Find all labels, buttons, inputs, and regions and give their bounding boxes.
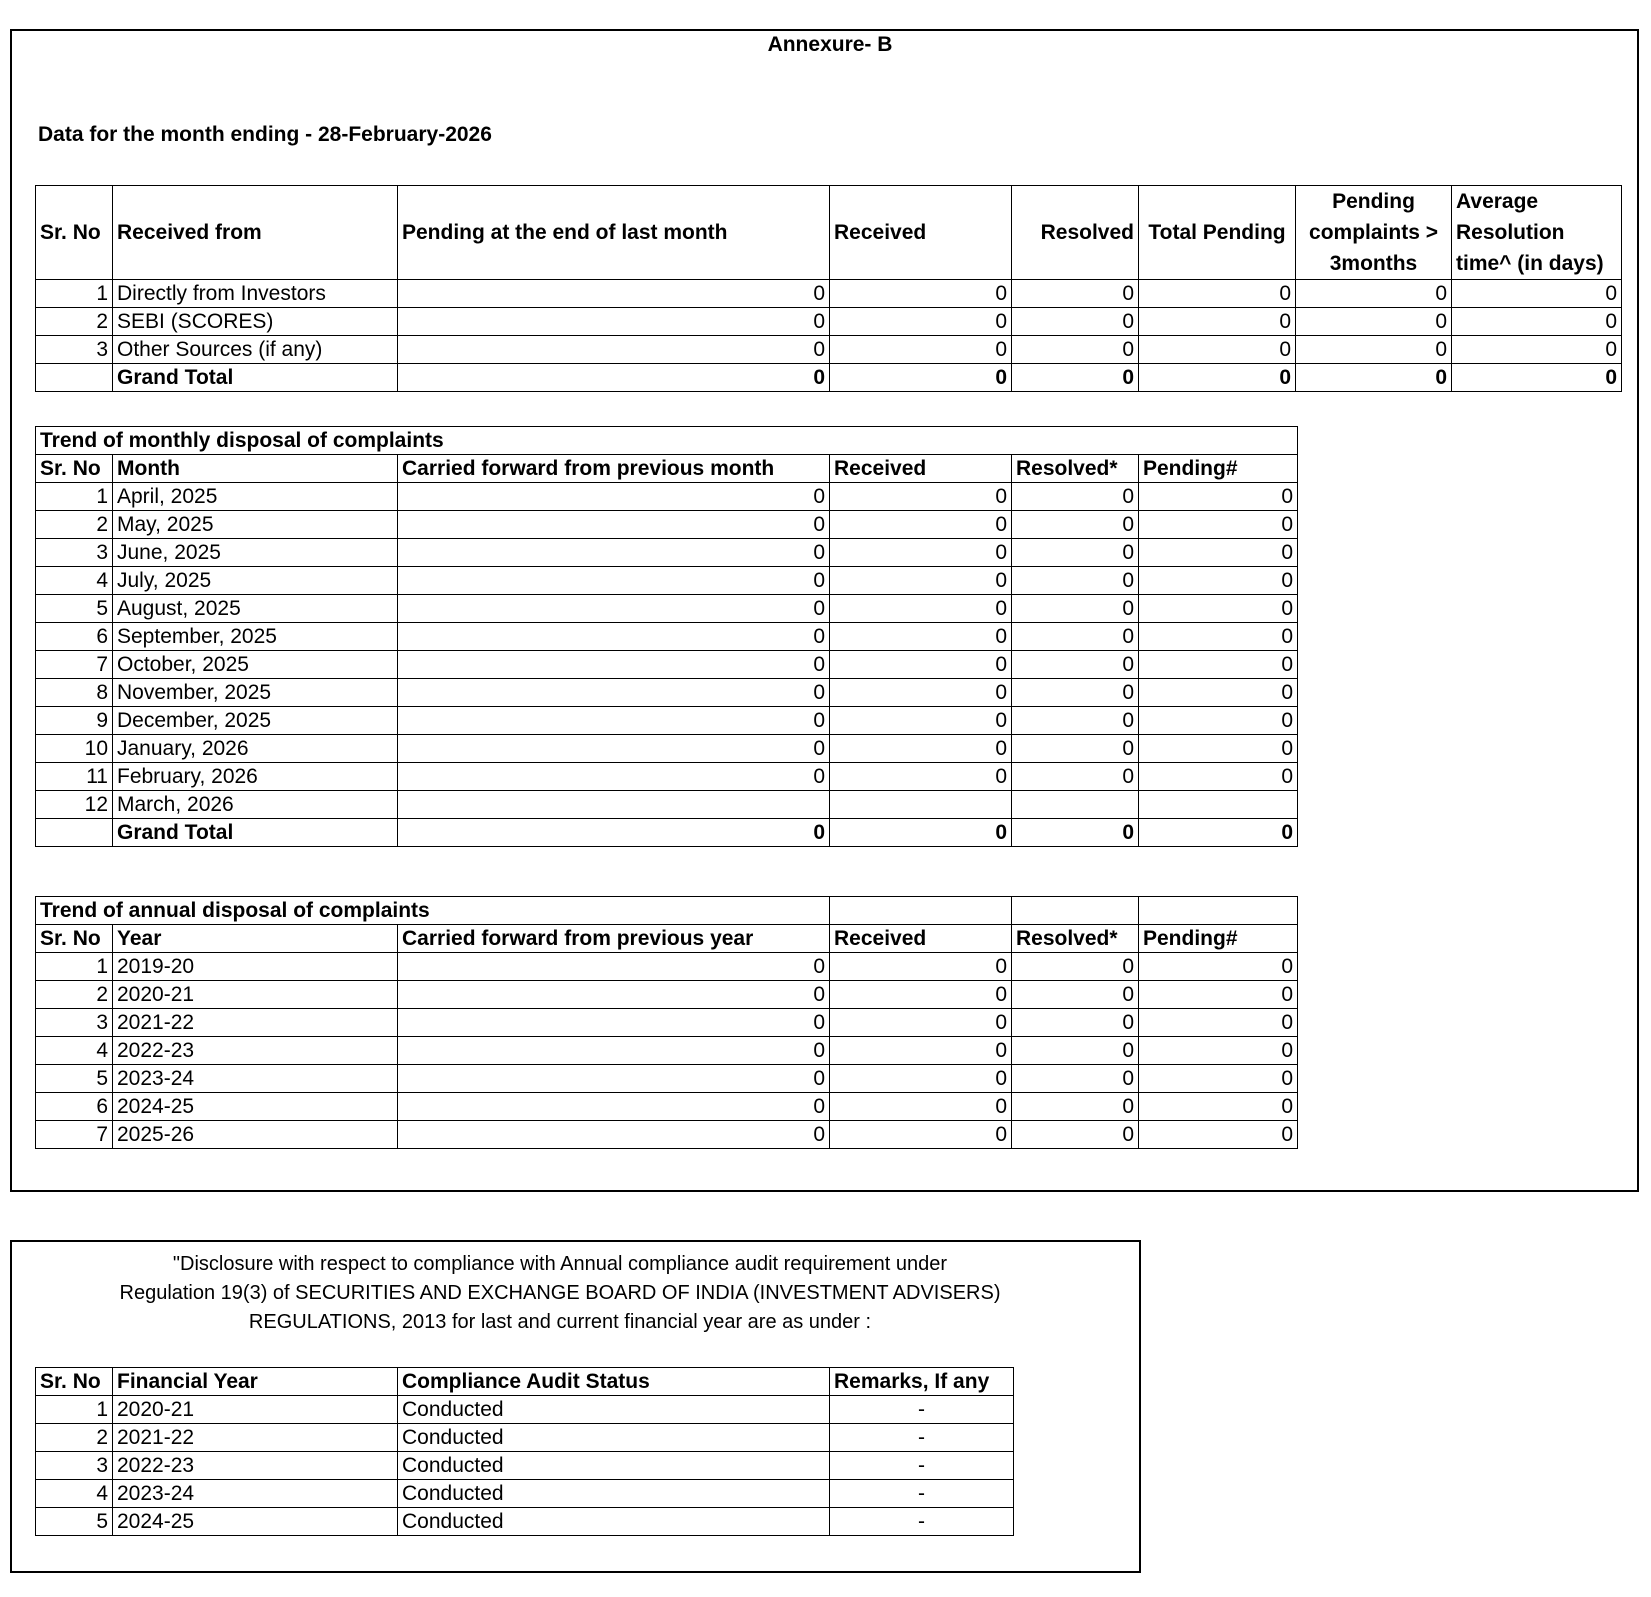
value-cell: 0 <box>830 679 1012 707</box>
header-received: Received <box>830 925 1012 953</box>
sr-no-cell: 3 <box>36 1009 113 1037</box>
month-ending-subtitle: Data for the month ending - 28-February-2026 <box>38 123 492 146</box>
value-cell: 0 <box>398 763 830 791</box>
sr-no-cell <box>36 364 113 392</box>
header-resolved: Resolved* <box>1012 455 1139 483</box>
value-cell: 0 <box>398 567 830 595</box>
value-cell: 0 <box>398 1065 830 1093</box>
sr-no-cell: 6 <box>36 623 113 651</box>
year-cell: 2020-21 <box>113 981 398 1009</box>
financial-year-cell: 2024-25 <box>113 1508 398 1536</box>
financial-year-cell: 2022-23 <box>113 1452 398 1480</box>
value-cell: 0 <box>1452 308 1622 336</box>
value-cell: 0 <box>1452 336 1622 364</box>
financial-year-cell: 2020-21 <box>113 1396 398 1424</box>
monthly-disposal-table <box>35 426 1298 847</box>
value-cell: 0 <box>398 1093 830 1121</box>
value-cell: 0 <box>830 539 1012 567</box>
monthly-title-row <box>36 427 1298 455</box>
total-cell: 0 <box>1139 364 1296 392</box>
header-received: Received <box>830 455 1012 483</box>
value-cell: 0 <box>398 336 830 364</box>
value-cell: 0 <box>1139 567 1298 595</box>
value-cell: 0 <box>1139 539 1298 567</box>
value-cell: 0 <box>830 1065 1012 1093</box>
total-cell: 0 <box>1452 364 1622 392</box>
value-cell: 0 <box>1012 1121 1139 1149</box>
header-total-pending: Total Pending <box>1139 186 1296 280</box>
monthly-table-title: Trend of monthly disposal of complaints <box>36 427 1298 455</box>
annual-table-title: Trend of annual disposal of complaints <box>36 897 830 925</box>
summary-table <box>35 185 1622 392</box>
table-row <box>36 280 1622 308</box>
header-sr-no: Sr. No <box>36 186 113 280</box>
table-row <box>36 1009 1298 1037</box>
header-financial-year: Financial Year <box>113 1368 398 1396</box>
sr-no-cell <box>36 819 113 847</box>
value-cell: 0 <box>1139 1009 1298 1037</box>
source-cell: Other Sources (if any) <box>113 336 398 364</box>
value-cell: 0 <box>830 1121 1012 1149</box>
sr-no-cell: 11 <box>36 763 113 791</box>
table-row <box>36 1037 1298 1065</box>
value-cell: 0 <box>1139 280 1296 308</box>
sr-no-cell: 2 <box>36 1424 113 1452</box>
value-cell: 0 <box>398 679 830 707</box>
sr-no-cell: 5 <box>36 1065 113 1093</box>
remarks-cell: - <box>830 1508 1014 1536</box>
value-cell: 0 <box>398 735 830 763</box>
annual-header-row <box>36 925 1298 953</box>
value-cell: 0 <box>398 651 830 679</box>
month-cell: May, 2025 <box>113 511 398 539</box>
header-avg-line2: Resolution <box>1456 221 1565 244</box>
table-row <box>36 651 1298 679</box>
value-cell: 0 <box>1012 1093 1139 1121</box>
total-cell: 0 <box>398 819 830 847</box>
remarks-cell: - <box>830 1396 1014 1424</box>
month-cell: October, 2025 <box>113 651 398 679</box>
year-cell: 2024-25 <box>113 1093 398 1121</box>
sr-no-cell: 9 <box>36 707 113 735</box>
month-cell: December, 2025 <box>113 707 398 735</box>
value-cell: 0 <box>1012 623 1139 651</box>
value-cell <box>1012 791 1139 819</box>
value-cell <box>398 791 830 819</box>
value-cell: 0 <box>398 539 830 567</box>
annual-title-row <box>36 897 1298 925</box>
value-cell: 0 <box>398 623 830 651</box>
empty-cell <box>1139 897 1298 925</box>
sr-no-cell: 4 <box>36 567 113 595</box>
total-cell: 0 <box>1012 364 1139 392</box>
header-sr-no: Sr. No <box>36 455 113 483</box>
sr-no-cell: 6 <box>36 1093 113 1121</box>
table-row <box>36 1121 1298 1149</box>
value-cell: 0 <box>1012 953 1139 981</box>
value-cell: 0 <box>1139 1065 1298 1093</box>
total-cell: 0 <box>1139 819 1298 847</box>
audit-status-cell: Conducted <box>398 1452 830 1480</box>
remarks-cell: - <box>830 1424 1014 1452</box>
empty-cell <box>830 897 1012 925</box>
value-cell: 0 <box>398 595 830 623</box>
header-pending-3months-line1: Pending <box>1332 190 1415 213</box>
sr-no-cell: 7 <box>36 1121 113 1149</box>
table-row <box>36 953 1298 981</box>
year-cell: 2025-26 <box>113 1121 398 1149</box>
value-cell: 0 <box>830 567 1012 595</box>
header-average-resolution-time <box>1452 186 1622 280</box>
value-cell: 0 <box>1012 981 1139 1009</box>
month-cell: June, 2025 <box>113 539 398 567</box>
page-title: Annexure- B <box>767 33 893 56</box>
table-row <box>36 308 1622 336</box>
month-cell: February, 2026 <box>113 763 398 791</box>
value-cell: 0 <box>1452 280 1622 308</box>
header-resolved: Resolved* <box>1012 925 1139 953</box>
header-month: Month <box>113 455 398 483</box>
sr-no-cell: 4 <box>36 1480 113 1508</box>
table-row <box>36 679 1298 707</box>
total-cell: 0 <box>1296 364 1452 392</box>
sr-no-cell: 1 <box>36 280 113 308</box>
header-pending-3months-line2: complaints > <box>1309 221 1438 244</box>
sr-no-cell: 1 <box>36 1396 113 1424</box>
header-pending: Pending# <box>1139 925 1298 953</box>
header-received-from: Received from <box>113 186 398 280</box>
value-cell: 0 <box>830 336 1012 364</box>
audit-status-cell: Conducted <box>398 1480 830 1508</box>
table-row <box>36 623 1298 651</box>
value-cell: 0 <box>1012 280 1139 308</box>
grand-total-label: Grand Total <box>113 819 398 847</box>
value-cell: 0 <box>398 511 830 539</box>
value-cell: 0 <box>1012 763 1139 791</box>
value-cell: 0 <box>1139 981 1298 1009</box>
month-cell: September, 2025 <box>113 623 398 651</box>
value-cell <box>830 791 1012 819</box>
value-cell: 0 <box>398 707 830 735</box>
total-cell: 0 <box>1012 819 1139 847</box>
month-cell: April, 2025 <box>113 483 398 511</box>
year-cell: 2023-24 <box>113 1065 398 1093</box>
header-avg-line3: time^ (in days) <box>1456 252 1604 275</box>
audit-header-row <box>36 1368 1014 1396</box>
header-pending-last-month: Pending at the end of last month <box>398 186 830 280</box>
table-row <box>36 1396 1014 1424</box>
value-cell: 0 <box>1296 308 1452 336</box>
value-cell: 0 <box>398 483 830 511</box>
header-pending: Pending# <box>1139 455 1298 483</box>
value-cell: 0 <box>1139 308 1296 336</box>
value-cell: 0 <box>1139 623 1298 651</box>
header-sr-no: Sr. No <box>36 925 113 953</box>
month-cell: March, 2026 <box>113 791 398 819</box>
value-cell: 0 <box>1012 1009 1139 1037</box>
source-cell: SEBI (SCORES) <box>113 308 398 336</box>
value-cell: 0 <box>1012 539 1139 567</box>
value-cell: 0 <box>830 651 1012 679</box>
month-cell: January, 2026 <box>113 735 398 763</box>
sr-no-cell: 2 <box>36 511 113 539</box>
table-row <box>36 707 1298 735</box>
month-cell: August, 2025 <box>113 595 398 623</box>
value-cell: 0 <box>1139 595 1298 623</box>
value-cell: 0 <box>1139 707 1298 735</box>
value-cell: 0 <box>830 511 1012 539</box>
monthly-header-row <box>36 455 1298 483</box>
year-cell: 2021-22 <box>113 1009 398 1037</box>
value-cell <box>1139 791 1298 819</box>
sr-no-cell: 1 <box>36 953 113 981</box>
value-cell: 0 <box>1139 1037 1298 1065</box>
value-cell: 0 <box>398 1121 830 1149</box>
disclosure-line-1: "Disclosure with respect to compliance with Annual compliance audit requirement under <box>172 1253 948 1275</box>
table-row <box>36 791 1298 819</box>
value-cell: 0 <box>1012 1037 1139 1065</box>
total-cell: 0 <box>398 364 830 392</box>
value-cell: 0 <box>830 953 1012 981</box>
value-cell: 0 <box>830 280 1012 308</box>
header-pending-3months <box>1296 186 1452 280</box>
value-cell: 0 <box>1012 567 1139 595</box>
value-cell: 0 <box>1139 953 1298 981</box>
value-cell: 0 <box>398 308 830 336</box>
value-cell: 0 <box>830 1037 1012 1065</box>
value-cell: 0 <box>830 623 1012 651</box>
value-cell: 0 <box>830 735 1012 763</box>
table-row <box>36 1480 1014 1508</box>
audit-status-table <box>35 1367 1014 1536</box>
value-cell: 0 <box>1139 651 1298 679</box>
table-row <box>36 1424 1014 1452</box>
value-cell: 0 <box>830 981 1012 1009</box>
header-carried-forward: Carried forward from previous month <box>398 455 830 483</box>
total-cell: 0 <box>830 819 1012 847</box>
value-cell: 0 <box>1012 595 1139 623</box>
value-cell: 0 <box>830 1093 1012 1121</box>
value-cell: 0 <box>830 595 1012 623</box>
value-cell: 0 <box>1139 679 1298 707</box>
grand-total-label: Grand Total <box>113 364 398 392</box>
sr-no-cell: 2 <box>36 308 113 336</box>
header-remarks: Remarks, If any <box>830 1368 1014 1396</box>
header-resolved: Resolved <box>1012 186 1139 280</box>
table-row <box>36 763 1298 791</box>
remarks-cell: - <box>830 1480 1014 1508</box>
empty-cell <box>1012 897 1139 925</box>
total-cell: 0 <box>830 364 1012 392</box>
disclosure-line-3: REGULATIONS, 2013 for last and current financial year are as under : <box>248 1311 872 1333</box>
table-row <box>36 1452 1014 1480</box>
value-cell: 0 <box>1139 511 1298 539</box>
sr-no-cell: 12 <box>36 791 113 819</box>
sr-no-cell: 10 <box>36 735 113 763</box>
table-row <box>36 595 1298 623</box>
value-cell: 0 <box>1012 707 1139 735</box>
month-cell: November, 2025 <box>113 679 398 707</box>
audit-status-cell: Conducted <box>398 1508 830 1536</box>
value-cell: 0 <box>1012 483 1139 511</box>
value-cell: 0 <box>1012 651 1139 679</box>
value-cell: 0 <box>1296 336 1452 364</box>
value-cell: 0 <box>398 1037 830 1065</box>
sr-no-cell: 5 <box>36 595 113 623</box>
table-row <box>36 539 1298 567</box>
header-received: Received <box>830 186 1012 280</box>
value-cell: 0 <box>398 1009 830 1037</box>
value-cell: 0 <box>1139 735 1298 763</box>
value-cell: 0 <box>1139 763 1298 791</box>
value-cell: 0 <box>1012 511 1139 539</box>
year-cell: 2022-23 <box>113 1037 398 1065</box>
header-avg-line1: Average <box>1456 190 1539 213</box>
header-pending-3months-line3: 3months <box>1329 252 1418 275</box>
header-sr-no: Sr. No <box>36 1368 113 1396</box>
value-cell: 0 <box>830 1009 1012 1037</box>
source-cell: Directly from Investors <box>113 280 398 308</box>
header-compliance-audit-status: Compliance Audit Status <box>398 1368 830 1396</box>
value-cell: 0 <box>1012 1065 1139 1093</box>
grand-total-row <box>36 819 1298 847</box>
table-row <box>36 1065 1298 1093</box>
audit-status-cell: Conducted <box>398 1396 830 1424</box>
financial-year-cell: 2021-22 <box>113 1424 398 1452</box>
value-cell: 0 <box>398 981 830 1009</box>
value-cell: 0 <box>1139 1121 1298 1149</box>
sr-no-cell: 4 <box>36 1037 113 1065</box>
table-row <box>36 735 1298 763</box>
sr-no-cell: 1 <box>36 483 113 511</box>
financial-year-cell: 2023-24 <box>113 1480 398 1508</box>
value-cell: 0 <box>1139 1093 1298 1121</box>
table-row <box>36 567 1298 595</box>
sr-no-cell: 3 <box>36 336 113 364</box>
header-carried-forward: Carried forward from previous year <box>398 925 830 953</box>
value-cell: 0 <box>830 707 1012 735</box>
table-row <box>36 1093 1298 1121</box>
sr-no-cell: 3 <box>36 539 113 567</box>
sr-no-cell: 5 <box>36 1508 113 1536</box>
annual-disposal-table <box>35 896 1298 1149</box>
table-row <box>36 336 1622 364</box>
value-cell: 0 <box>1012 679 1139 707</box>
value-cell: 0 <box>830 763 1012 791</box>
value-cell: 0 <box>1012 735 1139 763</box>
audit-status-cell: Conducted <box>398 1424 830 1452</box>
table-row <box>36 1508 1014 1536</box>
remarks-cell: - <box>830 1452 1014 1480</box>
disclosure-text <box>60 1250 1060 1337</box>
header-year: Year <box>113 925 398 953</box>
sr-no-cell: 3 <box>36 1452 113 1480</box>
value-cell: 0 <box>398 953 830 981</box>
table-row <box>36 981 1298 1009</box>
summary-header-row <box>36 186 1622 280</box>
month-cell: July, 2025 <box>113 567 398 595</box>
value-cell: 0 <box>1296 280 1452 308</box>
table-row <box>36 483 1298 511</box>
table-row <box>36 511 1298 539</box>
value-cell: 0 <box>1012 336 1139 364</box>
sr-no-cell: 8 <box>36 679 113 707</box>
value-cell: 0 <box>830 308 1012 336</box>
value-cell: 0 <box>1139 336 1296 364</box>
sr-no-cell: 7 <box>36 651 113 679</box>
sr-no-cell: 2 <box>36 981 113 1009</box>
value-cell: 0 <box>398 280 830 308</box>
year-cell: 2019-20 <box>113 953 398 981</box>
value-cell: 0 <box>1139 483 1298 511</box>
value-cell: 0 <box>830 483 1012 511</box>
grand-total-row <box>36 364 1622 392</box>
value-cell: 0 <box>1012 308 1139 336</box>
disclosure-line-2: Regulation 19(3) of SECURITIES AND EXCHANGE BOARD OF INDIA (INVESTMENT ADVISERS) <box>119 1282 1001 1304</box>
